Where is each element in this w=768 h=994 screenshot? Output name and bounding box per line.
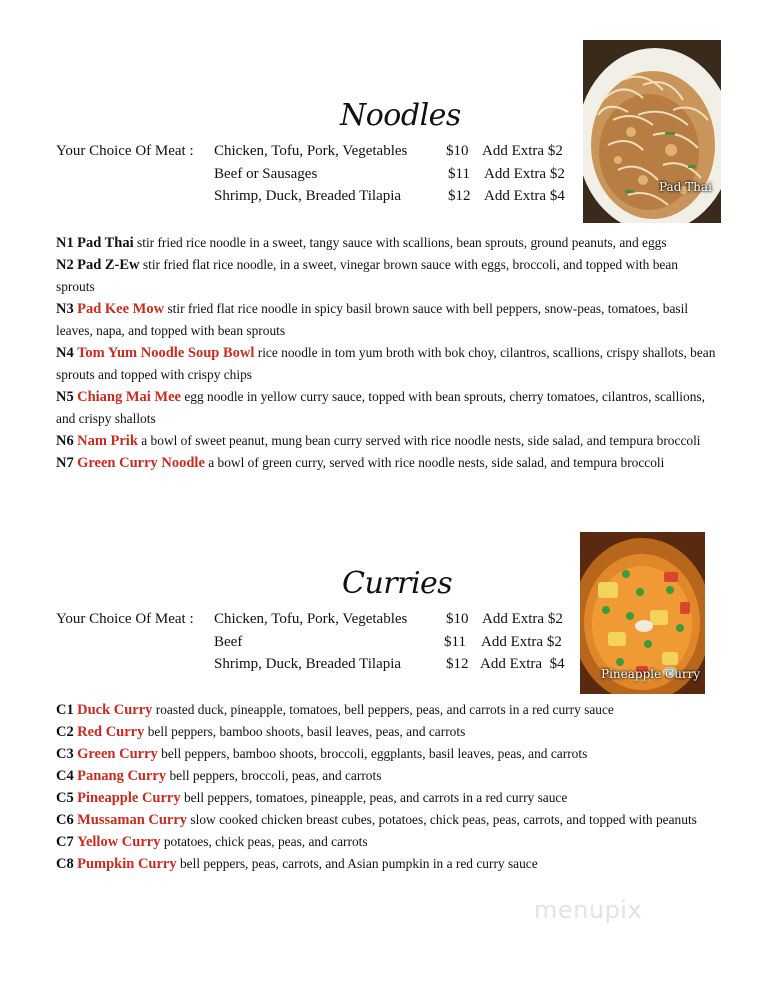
menu-item xyxy=(56,699,716,721)
item-code: C5 xyxy=(56,790,74,806)
price-items: Chicken, Tofu, Pork, Vegetables xyxy=(214,143,408,159)
item-code: C1 xyxy=(56,702,74,718)
menu-item xyxy=(56,853,716,875)
curries-items-list xyxy=(56,699,716,875)
item-code: N6 xyxy=(56,433,74,449)
watermark: menupix xyxy=(534,896,643,924)
item-description: bell peppers, broccoli, peas, and carrots xyxy=(169,768,382,783)
menu-item xyxy=(56,298,716,342)
pad-thai-photo xyxy=(583,40,721,223)
photo-caption: Pad Thai xyxy=(659,180,712,194)
price-items: Shrimp, Duck, Breaded Tilapia xyxy=(214,188,402,204)
menu-item xyxy=(56,342,716,386)
pineapple-curry-photo xyxy=(580,532,705,694)
item-code: N1 xyxy=(56,235,74,251)
price-extra: Add Extra $2 xyxy=(482,611,563,627)
price-extra: Add Extra $2 xyxy=(484,165,565,182)
price-items: Shrimp, Duck, Breaded Tilapia xyxy=(214,656,402,672)
item-code: N4 xyxy=(56,345,74,361)
item-description: bell peppers, bamboo shoots, broccoli, eggplants, basil leaves, peas, and carrots xyxy=(161,746,588,761)
item-description: a bowl of sweet peanut, mung bean curry served with rice noodle nests, side salad, and tempura broccoli xyxy=(141,433,701,448)
item-description: stir fried flat rice noodle in spicy basil brown sauce with bell peppers, snow-peas, tomatoes, basil leaves, napa, and topped with bean sprouts xyxy=(56,301,689,338)
menu-item xyxy=(56,831,716,853)
item-code: C8 xyxy=(56,856,74,872)
item-name: Duck Curry xyxy=(77,702,153,718)
item-name: Tom Yum Noodle Soup Bowl xyxy=(77,345,255,361)
price-amount: $10 xyxy=(446,143,469,159)
item-description: potatoes, chick peas, peas, and carrots xyxy=(163,834,368,849)
menu-item xyxy=(56,232,716,254)
menu-item xyxy=(56,452,716,474)
noodles-title: Noodles xyxy=(340,98,461,133)
menu-item xyxy=(56,809,716,831)
price-amount: $12 xyxy=(446,656,469,672)
item-name: Yellow Curry xyxy=(77,834,161,850)
item-code: N5 xyxy=(56,389,74,405)
item-description: a bowl of green curry, served with rice noodle nests, side salad, and tempura broccoli xyxy=(208,455,665,470)
item-name: Chiang Mai Mee xyxy=(77,389,181,405)
price-label: Your Choice Of Meat : xyxy=(56,611,194,627)
photo-caption: Pineapple Curry xyxy=(601,667,701,681)
item-name: Pineapple Curry xyxy=(77,790,181,806)
noodles-items-list xyxy=(56,232,716,474)
price-label: Your Choice Of Meat : xyxy=(56,143,194,159)
item-name: Green Curry xyxy=(77,746,158,762)
item-description: stir fried rice noodle in a sweet, tangy sauce with scallions, bean sprouts, ground peanuts, and eggs xyxy=(137,235,667,250)
item-name: Mussaman Curry xyxy=(77,812,188,828)
menu-item xyxy=(56,721,716,743)
item-description: bell peppers, peas, carrots, and Asian pumpkin in a red curry sauce xyxy=(179,856,538,871)
item-description: rice noodle in tom yum broth with bok choy, cilantros, scallions, crispy shallots, bean sprouts and topped with crispy chips xyxy=(56,345,716,382)
item-code: N7 xyxy=(56,455,74,471)
item-code: C3 xyxy=(56,746,74,762)
item-description: stir fried flat rice noodle, in a sweet, vinegar brown sauce with eggs, broccoli, and topped with bean sprouts xyxy=(56,257,678,294)
item-name: Pad Kee Mow xyxy=(77,301,165,317)
price-amount: $12 xyxy=(448,188,471,204)
item-name: Pad Z-Ew xyxy=(77,257,140,273)
item-description: egg noodle in yellow curry sauce, topped with bean sprouts, cherry tomatoes, cilantros, scallions, and crispy shallots xyxy=(56,389,705,426)
price-amount: $10 xyxy=(446,611,469,627)
price-items: Beef or Sausages xyxy=(214,165,318,182)
item-code: N2 xyxy=(56,257,74,273)
item-name: Nam Prik xyxy=(77,433,138,449)
menu-item xyxy=(56,254,716,298)
menu-item xyxy=(56,386,716,430)
item-description: slow cooked chicken breast cubes, potatoes, chick peas, peas, carrots, and topped with peanuts xyxy=(190,812,697,827)
price-extra: Add Extra $2 xyxy=(481,633,562,650)
item-name: Red Curry xyxy=(77,724,145,740)
price-extra: Add Extra $4 xyxy=(484,188,565,204)
curries-title: Curries xyxy=(342,566,453,601)
item-code: C2 xyxy=(56,724,74,740)
price-amount: $11 xyxy=(448,165,470,182)
item-name: Panang Curry xyxy=(77,768,167,784)
menu-item xyxy=(56,787,716,809)
item-code: C4 xyxy=(56,768,74,784)
price-extra: Add Extra $2 xyxy=(482,143,563,159)
item-name: Green Curry Noodle xyxy=(77,455,205,471)
price-items: Beef xyxy=(214,633,243,650)
item-code: C7 xyxy=(56,834,74,850)
item-name: Pumpkin Curry xyxy=(77,856,177,872)
price-items: Chicken, Tofu, Pork, Vegetables xyxy=(214,611,408,627)
item-code: N3 xyxy=(56,301,74,317)
price-extra: Add Extra $4 xyxy=(480,656,565,672)
item-code: C6 xyxy=(56,812,74,828)
item-name: Pad Thai xyxy=(77,235,134,251)
menu-item xyxy=(56,765,716,787)
item-description: bell peppers, tomatoes, pineapple, peas, and carrots in a red curry sauce xyxy=(183,790,568,805)
item-description: roasted duck, pineapple, tomatoes, bell peppers, peas, and carrots in a red curry sauce xyxy=(155,702,614,717)
item-description: bell peppers, bamboo shoots, basil leaves, peas, and carrots xyxy=(147,724,466,739)
menu-item xyxy=(56,430,716,452)
price-amount: $11 xyxy=(444,633,466,650)
menu-item xyxy=(56,743,716,765)
